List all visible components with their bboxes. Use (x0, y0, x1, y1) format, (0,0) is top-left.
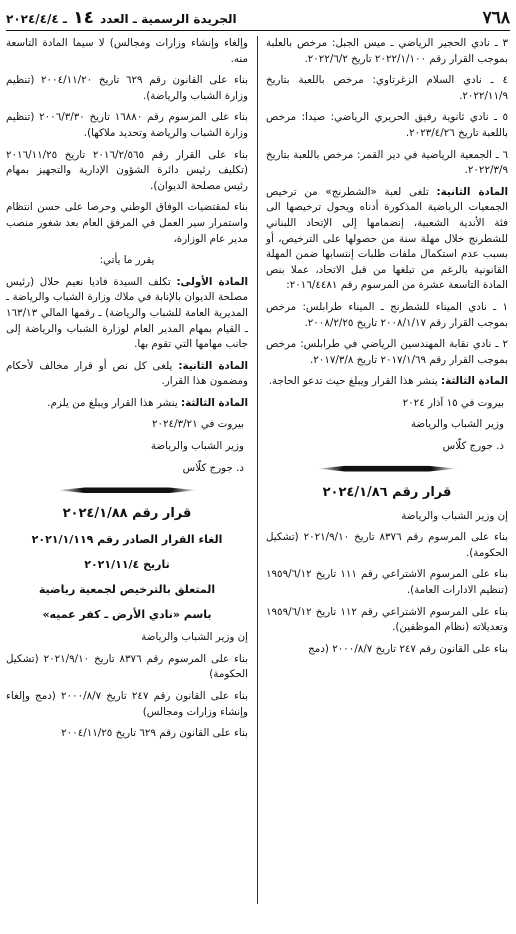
signature-title: وزير الشباب والرياضة (410, 418, 504, 431)
decides-heading: يقرر ما يأتي: (99, 254, 155, 267)
page-number: ٧٦٨ (482, 8, 510, 28)
recital: بناء على القانون رقم ٢٤٧ تاريخ ٢٠٠٠/٨/٧ (دمج (308, 642, 508, 655)
signature-name: د. جورج كلّاس (182, 461, 244, 474)
article-3 (6, 396, 248, 412)
decision-issuer: إن وزير الشباب والرياضة (141, 631, 248, 644)
article-label: المادة الثالثة: (180, 396, 248, 409)
article-label: المادة الثانية: (178, 359, 248, 372)
recital: بناء لمقتضيات الوفاق الوطني وحرصا على حسن انتظام واستمرار سير العمل في المرفق العام بعد شغور منصب مدير عام الوزارة، (6, 201, 248, 245)
article-text: تلغى لعبة «الشطرنج» من ترخيص الجمعيات الرياضية المذكورة أدناه ويحول ترخيصها الى فئة الأندية الشعبية، إنضمامها إلى الإتحاد اللبناني للشطرنج خلال مهلة سنة من حصولها على الترخيص، أو بسبب عدم استكمال ملفات طلبات إنتسابها ضمن المهلة القانونية بالرغم من تبلغها من قبل الاتحاد، عملا بنص المادة التاسعة عشرة من المرسوم رقم ٢٠١٦/٤٤٨١: (266, 185, 508, 292)
article-label: المادة الثالثة: (440, 375, 508, 388)
section-separator (317, 465, 457, 473)
article-text: ينشر هذا القرار ويبلغ من يلزم. (47, 396, 178, 409)
club-item: ٣ ـ نادي الحجير الرياضي ـ ميس الجبل: مرخص بالعلبة بموجب القرار رقم ٢٠٢٢/١/١٠٠ تاريخ ٢٠٢٢/٦/٢. (266, 37, 508, 65)
decision-subtitle: الغاء القرار الصادر رقم ٢٠٢١/١/١١٩ (31, 533, 223, 547)
recital: بناء على المرسوم الاشتراعي رقم ١١٢ تاريخ ١٩٥٩/٦/١٢ وتعديلاته (نظام الموظفين). (266, 605, 508, 634)
decision-subtitle: المتعلق بالترخيص لجمعية رياضية (38, 583, 216, 597)
recital: بناء على المرسوم رقم ٨٣٧٦ تاريخ ٢٠٢١/٩/١٠ (تشكيل الحكومة). (266, 531, 508, 559)
issue-date: ـ ٢٠٢٤/٤/٤ (6, 12, 67, 26)
article-2 (266, 185, 508, 294)
recital: بناء على المرسوم الاشتراعي رقم ١١١ تاريخ ١٩٥٩/٦/١٢ (تنظيم الادارات العامة). (266, 568, 508, 597)
recital: وإلغاء وإنشاء وزارات ومجالس) لا سيما المادة التاسعة منه. (6, 37, 248, 65)
right-column (266, 36, 508, 663)
signature-place-date: بيروت في ١٥ آذار ٢٠٢٤ (402, 396, 504, 409)
recital: بناء على المرسوم رقم ٨٣٧٦ تاريخ ٢٠٢١/٩/١٠ (تشكيل الحكومة) (6, 652, 248, 681)
column-divider (257, 36, 258, 904)
decision-title: قرار رقم ٢٠٢٤/١/٨٨ (62, 506, 192, 522)
signature-place-date: بيروت في ٢٠٢٤/٣/٢١ (151, 418, 244, 431)
issue-number: ١٤ (73, 8, 94, 28)
signature-title: وزير الشباب والرياضة (150, 440, 244, 453)
page-header (6, 6, 510, 31)
article-label: المادة الأولى: (176, 275, 248, 288)
article-text: ينشر هذا القرار ويبلغ حيث تدعو الحاجة. (268, 375, 438, 388)
article-2 (6, 359, 248, 390)
article-1 (6, 275, 248, 353)
decision-subtitle: باسم «نادي الأرض ـ كفر عميه» (42, 608, 212, 622)
club-item: ١ ـ نادي الميناء للشطرنج ـ الميناء طرابلس: مرخص بموجب القرار رقم ٢٠٠٨/١/١٧ تاريخ ٢٠٠٨/٢/٢٥. (266, 300, 508, 329)
article-text: يلغى كل نص أو قرار مخالف لأحكام ومضمون هذا القرار. (6, 359, 248, 388)
section-separator (57, 486, 197, 494)
recital: بناء على القانون رقم ٦٢٩ تاريخ ٢٠٠٤/١١/٢٠ (تنظيم وزارة الشباب والرياضة). (6, 74, 248, 102)
article-text: تكلف السيدة فاديا نعيم حلال (رئيس مصلحة الديوان بالإنابة في ملاك وزارة الشباب والرياضة ـ المديرية العامة للشباب والرياضة) ـ رقمها المالي ١٦٣/١٣ ـ القيام بمهام المدير العام لوزارة الشباب والرياضة إلى جانب مهامها التي تقوم بها. (6, 275, 248, 351)
recital: بناء على القانون رقم ٢٤٧ تاريخ ٢٠٠٠/٨/٧ (دمج وإلغاء وإنشاء وزارات ومجالس) (6, 690, 248, 718)
recital: بناء على القانون رقم ٦٢٩ تاريخ ٢٠٠٤/١١/٢٥ (61, 727, 248, 740)
recital: بناء على القرار رقم ٢٠١٦/٢/٥٦٥ تاريخ ٢٠١٦/١١/٢٥ (تكليف رئيس دائرة الشؤون الإدارية والتجهيز بمهام رئيس مصلحة الديوان). (6, 148, 248, 192)
decision-subtitle: تاريخ ٢٠٢١/١١/٤ (84, 558, 170, 572)
left-column (6, 36, 248, 748)
journal-title (6, 8, 237, 28)
article-3 (266, 374, 508, 390)
decision-issuer: إن وزير الشباب والرياضة (401, 509, 508, 522)
recital: بناء على المرسوم رقم ١٦٨٨٠ تاريخ ٢٠٠٦/٣/٣٠ (تنظيم وزارة الشباب والرياضة وتحديد ملاكها). (6, 111, 249, 139)
signature-name: د. جورج كلّاس (442, 440, 504, 453)
club-item: ٢ ـ نادي نقابة المهندسين الرياضي في طرابلس: مرخص بموجب القرار رقم ٢٠١٧/١/٦٩ تاريخ ٢٠١٧/٣/٨. (266, 338, 508, 366)
club-item: ٦ ـ الجمعية الرياضية في دير القمر: مرخص باللعبة بتاريخ ٢٠٢٢/٣/٩. (266, 148, 508, 177)
journal-name: الجريدة الرسمية ـ العدد (100, 12, 237, 26)
decision-title: قرار رقم ٢٠٢٤/١/٨٦ (322, 484, 452, 500)
club-item: ٥ ـ نادي ثانوية رفيق الحريري الرياضي: صيدا: مرخص باللعبة تاريخ ٢٠٢٣/٤/٢٦. (266, 111, 508, 139)
club-item: ٤ ـ نادي السلام الزغرتاوي: مرخص باللعبة بتاريخ ٢٠٢٢/١١/٩. (266, 74, 508, 102)
article-label: المادة الثانية: (436, 185, 508, 198)
